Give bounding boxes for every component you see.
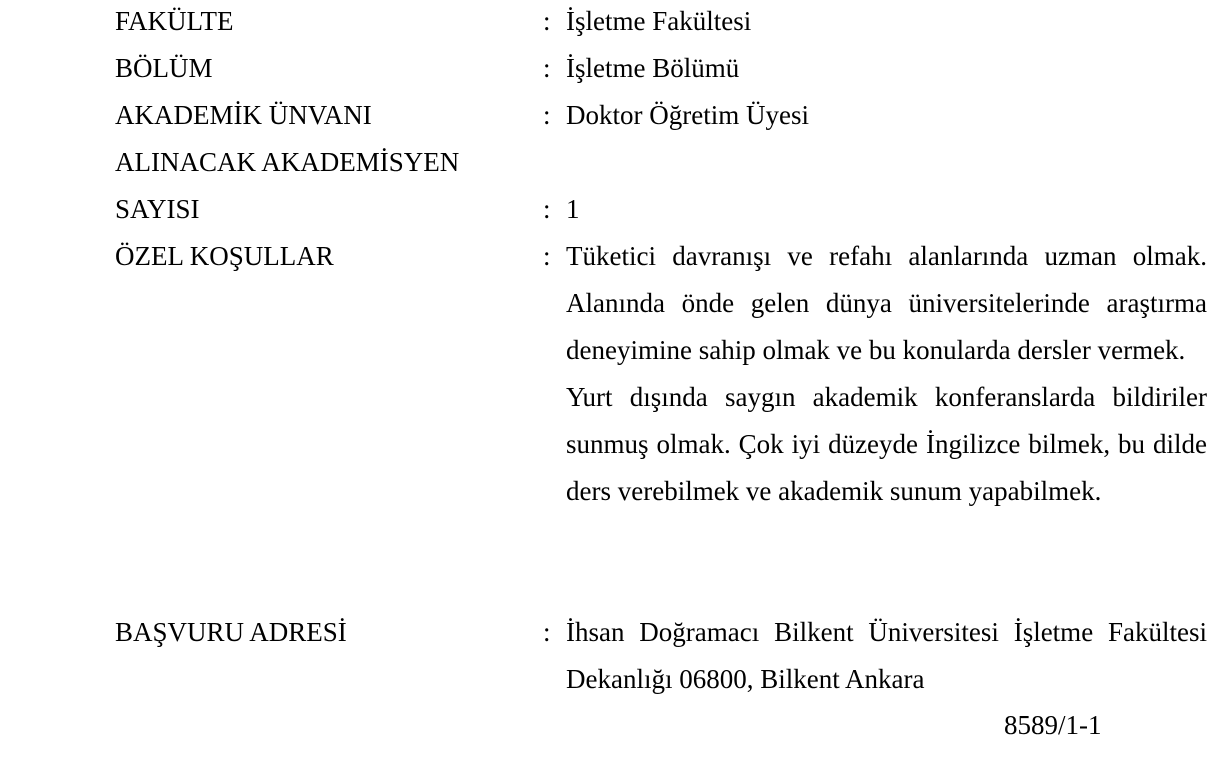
field-colon: : xyxy=(543,6,551,36)
field-value xyxy=(566,233,1207,515)
conditions-paragraph: Yurt dışında saygın akademik konferanslarda bildiriler sunmuş olmak. Çok iyi düzeyde İngilizce bilmek, bu dilde ders verebilmek ve akademik sunum yapabilmek. xyxy=(566,382,1207,506)
field-label: BÖLÜM xyxy=(115,53,213,83)
field-value: İşletme Bölümü xyxy=(566,53,740,83)
field-colon: : xyxy=(543,241,551,271)
field-label: SAYISI xyxy=(115,194,200,224)
field-colon: : xyxy=(543,617,551,647)
field-label: FAKÜLTE xyxy=(115,6,234,36)
field-value: İşletme Fakültesi xyxy=(566,6,752,36)
field-colon: : xyxy=(543,53,551,83)
conditions-paragraph: Tüketici davranışı ve refahı alanlarında uzman olmak. Alanında önde gelen dünya üniversitelerinde araştırma deneyimine sahip olmak ve bu konularda dersler vermek. xyxy=(566,241,1207,365)
field-value: Doktor Öğretim Üyesi xyxy=(566,100,809,130)
field-label: ÖZEL KOŞULLAR xyxy=(115,241,334,271)
field-colon: : xyxy=(543,100,551,130)
reference-number: 8589/1-1 xyxy=(1004,710,1102,740)
field-label: ALINACAK AKADEMİSYEN xyxy=(115,147,460,177)
field-label: BAŞVURU ADRESİ xyxy=(115,617,347,647)
field-label: AKADEMİK ÜNVANI xyxy=(115,100,372,130)
field-value: İhsan Doğramacı Bilkent Üniversitesi İşletme Fakültesi Dekanlığı 06800, Bilkent Ankara xyxy=(566,617,1207,694)
field-value: 1 xyxy=(566,194,580,224)
field-colon: : xyxy=(543,194,551,224)
